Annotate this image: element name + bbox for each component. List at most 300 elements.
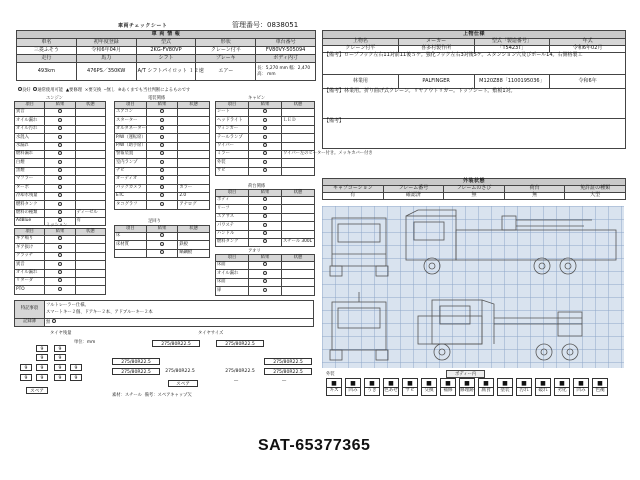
body2-title: アオリ [248, 249, 261, 254]
check-result [45, 269, 75, 277]
cabin-title: キャビン [248, 96, 266, 101]
tire-size: 275/80R22.5 [152, 340, 200, 347]
check-state [178, 176, 210, 184]
check-item: ワイパー [216, 142, 249, 150]
check-state [75, 269, 105, 277]
tire-size: 275/80R22.5 [165, 369, 195, 374]
check-result [45, 261, 75, 269]
check-result [45, 244, 75, 252]
check-item: ターボ [15, 184, 45, 192]
exterior-value: 無 [504, 193, 565, 200]
check-result [45, 192, 75, 200]
loading-table [215, 189, 315, 247]
check-result [45, 167, 75, 175]
check-item: 扉 [216, 287, 249, 295]
check-state [178, 233, 210, 241]
upper-remark2: 【備考】林業用。折り曲げ式クレーン。リヤアウトリガー。トップシート。敷板1対。 [323, 89, 626, 119]
condition-icon: ■ 劣化 [554, 378, 570, 396]
sheet-title: 車両チェックシート [118, 23, 168, 29]
check-item: 床 [115, 233, 147, 241]
electrical-table [114, 101, 210, 210]
condition-icon: ■ 凹み [345, 378, 361, 396]
check-result [45, 150, 75, 158]
check-item: ナビ [115, 167, 147, 175]
engine-title: エンジン [46, 96, 63, 101]
truck-diagram [322, 206, 624, 368]
check-item: ボディ [216, 197, 249, 205]
special-label: 特記事項 [15, 301, 45, 319]
check-state: 有 [75, 218, 105, 226]
check-result [249, 230, 282, 238]
check-state: アナログ [178, 201, 210, 209]
check-state [75, 159, 105, 167]
check-item: 異音 [15, 261, 45, 269]
check-result [249, 142, 282, 150]
condition-icon: ■ サビ [402, 378, 418, 396]
check-state [75, 244, 105, 252]
check-item: 室内ランプ [115, 159, 147, 167]
tire-size: 275/80R22.5 [264, 368, 312, 375]
check-result [249, 205, 282, 213]
check-state [282, 134, 315, 142]
vehicle-header: シフト [136, 55, 196, 63]
mission-table [14, 228, 106, 295]
tire-spare: スペア [168, 380, 198, 387]
vehicle-header: 車台番号 [256, 39, 316, 47]
check-item: シート [216, 109, 249, 117]
check-item: P/W（運転席） [115, 134, 147, 142]
check-result [146, 201, 178, 209]
check-result [249, 213, 282, 221]
check-item: サビ [216, 167, 249, 175]
check-item: 床面 [216, 262, 249, 270]
check-result [249, 134, 282, 142]
tire-size: 275/80R22.5 [112, 358, 160, 365]
col-result: 結果 [249, 255, 282, 262]
tire-remain: 9 [36, 364, 48, 371]
condition-icon: ■ 補修 [440, 378, 456, 396]
exterior-value: 有 [323, 193, 384, 200]
check-state [282, 213, 315, 221]
check-state [75, 252, 105, 260]
vehicle-section-title: 車 両 情 報 [17, 31, 316, 39]
exterior-header: 免許証の種類 [565, 186, 626, 193]
condition-icon: ■ 修理跡 [459, 378, 475, 396]
check-item: ヘッドライト [216, 117, 249, 125]
tire-remain: 9 [54, 345, 66, 352]
check-state: スチール 300L [282, 238, 315, 246]
check-item: 冷却水残量 [15, 192, 45, 200]
col-item: 項目 [115, 102, 147, 109]
check-state [282, 142, 315, 150]
col-result: 結果 [146, 102, 178, 109]
vehicle-header: 形状 [196, 39, 256, 47]
col-result: 結果 [45, 229, 75, 236]
col-item: 項目 [216, 255, 249, 262]
check-item: ギア抜け [15, 244, 45, 252]
check-result [45, 252, 75, 260]
tire-remain: 9 [70, 374, 82, 381]
tire-remain: 9 [36, 345, 48, 352]
check-state: 縞鋼板 [178, 249, 210, 257]
upper2-maker: PALFINGER [398, 75, 474, 89]
body-shape: クレーン付平 [196, 47, 256, 55]
tire-remain: 9 [20, 364, 32, 371]
undercarriage-title: 足回り [148, 219, 161, 224]
upper-model: 「T5423T」 [474, 46, 550, 53]
col-result: 結果 [249, 102, 282, 109]
chassis-number: FV80VY-505094 [256, 47, 316, 55]
check-result [249, 125, 282, 133]
check-state [178, 125, 210, 133]
check-state [178, 142, 210, 150]
check-item: エアコン [115, 109, 147, 117]
upper-spec-table [322, 30, 626, 149]
check-item: 床材質 [115, 241, 147, 249]
check-item: オイル漏れ [15, 269, 45, 277]
check-state: ディーゼル [75, 209, 105, 217]
check-result [249, 287, 282, 295]
check-result [146, 184, 178, 192]
transmission: A/T シフトパイロット １２速 [136, 63, 196, 81]
col-item: 項目 [115, 226, 147, 233]
check-result [249, 109, 282, 117]
condition-title: ボディー内 [446, 370, 485, 378]
check-state [75, 109, 105, 117]
check-state: 鉄板 [178, 241, 210, 249]
check-result [146, 233, 178, 241]
tire-remain: 9 [36, 354, 48, 361]
check-item: 外装 [216, 159, 249, 167]
check-item: テールランプ [216, 134, 249, 142]
col-item: 項目 [15, 102, 45, 109]
check-state [75, 286, 105, 294]
tire-size: 275/80R22.5 [112, 368, 160, 375]
mileage: 493km [17, 63, 77, 81]
check-result [249, 262, 282, 270]
vehicle-header: 車名 [17, 39, 77, 47]
check-state: 2.0 [178, 192, 210, 200]
check-item: パワステ [216, 222, 249, 230]
check-result [249, 150, 282, 158]
upper-header: 型式「製造番号」 [474, 39, 550, 46]
check-item: ギア鳴り [15, 236, 45, 244]
check-result [249, 222, 282, 230]
check-item: PTO [15, 286, 45, 294]
check-result [146, 134, 178, 142]
check-item: マフラー [15, 176, 45, 184]
check-item: オルタネーター [115, 125, 147, 133]
check-item: リターダ [15, 277, 45, 285]
management-number [232, 20, 298, 30]
check-state [75, 167, 105, 175]
tire-remain: 9 [70, 364, 82, 371]
record-label: 記録簿 [15, 319, 45, 327]
condition-icon: ■ 凹み [573, 378, 589, 396]
check-item: クラッチ [15, 252, 45, 260]
check-state: ワイパー左のヒーター付き。メッキカバー付き [282, 150, 315, 158]
condition-icon: ■ 塗装 [497, 378, 513, 396]
col-result: 結果 [249, 190, 282, 197]
check-item: 黒煙 [15, 167, 45, 175]
tire-dash: — [216, 378, 256, 385]
special-text: フルトレーラー仕様。 スマートキー２個、ドアキー２本、アドブルーキー２本 [45, 301, 314, 319]
vehicle-header: ブレーキ [196, 55, 256, 63]
upper-year: 令和6年02月 [550, 46, 626, 53]
exterior-value: 確認済 [383, 193, 444, 200]
tire-remain: 9 [54, 354, 66, 361]
check-result [45, 109, 75, 117]
check-result [146, 167, 178, 175]
check-result [45, 125, 75, 133]
upper2-year: 令和6年 [550, 75, 626, 89]
check-state [75, 117, 105, 125]
management-label: 管理番号： [232, 21, 267, 29]
check-item: 燃料タンク [15, 201, 45, 209]
check-state [282, 278, 315, 286]
check-item: スターター [115, 117, 147, 125]
col-result: 結果 [146, 226, 178, 233]
vehicle-header: ボディ内寸 [256, 55, 316, 63]
col-result: 結果 [45, 102, 75, 109]
check-state: カラー [178, 184, 210, 192]
condition-icon: ■ 色褪 [592, 378, 608, 396]
check-item: ミラー [216, 150, 249, 158]
condition-icons [326, 378, 626, 398]
tire-remain-diagram [14, 338, 110, 398]
check-state [75, 192, 105, 200]
exterior-header: 荷台 [504, 186, 565, 193]
check-result [146, 150, 178, 158]
tire-size: 275/80R22.5 [225, 369, 255, 374]
check-item: AdBlue [15, 218, 45, 226]
check-item: エアサス [216, 213, 249, 221]
check-item [115, 249, 147, 257]
vehicle-header: 初年度登録 [76, 39, 136, 47]
col-item: 項目 [216, 102, 249, 109]
check-item: リーフ [216, 205, 249, 213]
check-result [45, 236, 75, 244]
check-result [45, 286, 75, 294]
check-state [282, 205, 315, 213]
check-state [282, 262, 315, 270]
check-state [75, 142, 105, 150]
check-state [75, 261, 105, 269]
condition-icon: ■ 汚れ [516, 378, 532, 396]
check-item: オーディオ [115, 176, 147, 184]
check-result [45, 277, 75, 285]
vehicle-header: 馬力 [76, 55, 136, 63]
check-result [146, 117, 178, 125]
upper-remark: 【備考】ロープフック左右11対前11後５ケ。強化フック左右3対後5ケ。スタンション穴及びポール14。右側格製工 [323, 53, 626, 75]
exterior-header: キャブコーション [323, 186, 384, 193]
check-state [282, 125, 315, 133]
check-state [75, 236, 105, 244]
upper-name: クレーン付平 [323, 46, 399, 53]
tire-remain: 9 [36, 374, 48, 381]
tire-remain-title: タイヤ残量 [50, 331, 72, 336]
tire-dash: — [264, 378, 304, 385]
exterior-value: 無 [444, 193, 505, 200]
check-result [249, 117, 282, 125]
check-result [146, 125, 178, 133]
col-item: 項目 [216, 190, 249, 197]
first-registration: 令和6年04月 [76, 47, 136, 55]
tire-size: 275/80R22.5 [264, 358, 312, 365]
check-result [146, 109, 178, 117]
col-state: 状態 [178, 102, 210, 109]
check-state [282, 230, 315, 238]
management-value: 0838051 [267, 21, 299, 29]
col-state: 状態 [282, 255, 315, 262]
check-state [75, 277, 105, 285]
exterior-table [322, 178, 626, 200]
col-state: 状態 [282, 190, 315, 197]
mission-title: ミッション [46, 223, 68, 228]
col-state: 状態 [282, 102, 315, 109]
check-result [249, 197, 282, 205]
upper-section-title: 上物仕様 [323, 31, 626, 39]
check-item: 床面 [216, 278, 249, 286]
col-state: 状態 [75, 102, 105, 109]
check-item: 燃料の種類 [15, 209, 45, 217]
check-state [75, 201, 105, 209]
loading-title: 荷台関係 [248, 184, 266, 189]
check-result [146, 192, 178, 200]
check-state [75, 184, 105, 192]
electrical-title: 電装関係 [148, 96, 166, 101]
model-code: 2KG-FV80VP [136, 47, 196, 55]
upper-header: 上物名 [323, 39, 399, 46]
check-state [178, 134, 210, 142]
check-item: 燃料漏れ [15, 150, 45, 158]
check-result [45, 117, 75, 125]
check-item: 水漏れ [15, 142, 45, 150]
check-state [282, 287, 315, 295]
upper-header: メーカー [398, 39, 474, 46]
check-item: 異音 [15, 109, 45, 117]
check-result [146, 249, 178, 257]
check-item: ウィンカー [216, 125, 249, 133]
check-item: バックカメラ [115, 184, 147, 192]
exterior-header: フレーム番号 [383, 186, 444, 193]
check-result [146, 176, 178, 184]
tire-remain: 9 [20, 374, 32, 381]
check-item: オイル漏れ [15, 117, 45, 125]
check-item: オイル汚れ [15, 125, 45, 133]
check-state: ＬＥＤ [282, 117, 315, 125]
check-result [146, 159, 178, 167]
check-result [45, 209, 75, 217]
truck-outline-drawing [322, 206, 624, 368]
col-state: 状態 [75, 229, 105, 236]
check-item: ETC [115, 192, 147, 200]
check-result [45, 184, 75, 192]
tire-remain: 9 [54, 364, 66, 371]
legend: 良好 通常使用可能 ▲要修理 ×要交換 ─無し ※あくまでも当社判断によるものです [18, 87, 318, 93]
brake-type: エアー [196, 63, 256, 81]
body2-table [215, 254, 315, 296]
check-item: タコグラフ [115, 201, 147, 209]
check-state [178, 159, 210, 167]
upper-remark3: 【備考】 [323, 119, 626, 149]
horsepower: 476PS／350KW [76, 63, 136, 81]
check-result [249, 278, 282, 286]
body-dimensions: 長：5,270 mm 幅：2,470 高： mm [256, 63, 316, 81]
condition-icon: ■ 色あせ [383, 378, 399, 396]
upper2-model: M120Z88「1100195036」 [474, 75, 550, 89]
check-result [45, 134, 75, 142]
tire-size: 275/80R22.5 [216, 340, 264, 347]
tire-size-title: タイヤサイズ [198, 331, 224, 336]
check-state [282, 270, 315, 278]
vehicle-header: 型式 [136, 39, 196, 47]
upper-header: 年式 [550, 39, 626, 46]
vehicle-info-table [16, 30, 316, 81]
upper-maker: 喜多村製作所 [398, 46, 474, 53]
check-item: オイル漏れ [216, 270, 249, 278]
check-result [45, 176, 75, 184]
check-state [282, 159, 315, 167]
check-item: 燃料タンク [216, 238, 249, 246]
vehicle-name: 三菱ふそう [17, 47, 77, 55]
condition-icon: ■ 腐食 [478, 378, 494, 396]
tire-material: 素材：スチール 備考：スペアキャップ欠 [112, 393, 192, 398]
check-state [178, 109, 210, 117]
tire-size-diagram [112, 338, 314, 400]
exterior-value: 大型 [565, 193, 626, 200]
vehicle-header: 走行 [17, 55, 77, 63]
check-item: P/W（助手席） [115, 142, 147, 150]
check-state [282, 167, 315, 175]
condition-icon: ■ うき [364, 378, 380, 396]
check-result [249, 167, 282, 175]
check-result [45, 159, 75, 167]
exterior-title: 外装状態 [323, 179, 626, 186]
check-result [249, 270, 282, 278]
condition-icon: ■ 交換 [421, 378, 437, 396]
outer-label: 外装 [326, 372, 335, 377]
tire-spare-box: スペア [26, 387, 48, 394]
check-state [75, 150, 105, 158]
col-state: 状態 [178, 226, 210, 233]
check-state [282, 222, 315, 230]
check-state [178, 150, 210, 158]
check-state [282, 109, 315, 117]
check-result [249, 159, 282, 167]
check-item: 水混入 [15, 134, 45, 142]
check-result [146, 241, 178, 249]
upper2-name: 林業用 [323, 75, 399, 89]
condition-icon: ■ 破れ [535, 378, 551, 396]
check-state [178, 117, 210, 125]
check-state [282, 197, 315, 205]
check-result [45, 142, 75, 150]
condition-icon: ■ キズ [326, 378, 342, 396]
check-state [75, 176, 105, 184]
record-value: 無 [45, 319, 314, 327]
check-result [45, 201, 75, 209]
check-result [249, 238, 282, 246]
tire-remain: 9 [54, 374, 66, 381]
engine-table [14, 101, 106, 226]
check-item: 警報装置 [115, 150, 147, 158]
check-state [178, 167, 210, 175]
check-state [75, 125, 105, 133]
exterior-header: フレームのさび [444, 186, 505, 193]
tire-unit: 単位：mm [74, 340, 96, 345]
undercarriage-table [114, 225, 210, 258]
